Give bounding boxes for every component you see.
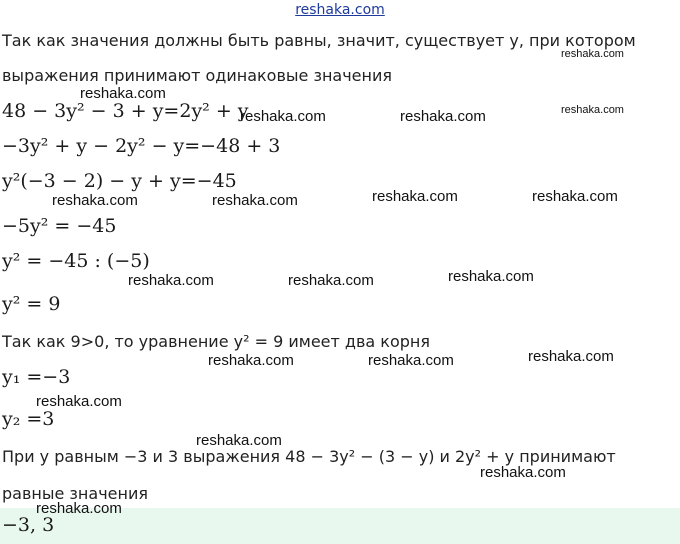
- watermark: reshaka.com: [212, 192, 298, 209]
- watermark: reshaka.com: [532, 188, 618, 205]
- site-watermark-top[interactable]: reshaka.com: [295, 2, 385, 18]
- watermark: reshaka.com: [52, 192, 138, 209]
- watermark: reshaka.com: [288, 272, 374, 289]
- watermark: reshaka.com: [528, 348, 614, 365]
- roots-explanation: Так как 9>0, то уравнение y² = 9 имеет два корня: [2, 332, 430, 351]
- root-2: y₂ =3: [2, 408, 55, 430]
- watermark: reshaka.com: [368, 352, 454, 369]
- intro-line-2: выражения принимают одинаковые значения: [2, 66, 392, 85]
- intro-line-1: Так как значения должны быть равны, значит, существует y, при котором: [2, 31, 636, 50]
- equation-5: y² = −45 : (−5): [2, 250, 150, 272]
- watermark: reshaka.com: [196, 432, 282, 449]
- conclusion-line-1: При y равным −3 и 3 выражения 48 − 3y² − (3 − y) и 2y² + y принимают: [2, 447, 616, 466]
- watermark: reshaka.com: [561, 48, 624, 60]
- watermark: reshaka.com: [372, 188, 458, 205]
- equation-2: −3y² + y − 2y² − y=−48 + 3: [2, 135, 281, 157]
- watermark: reshaka.com: [208, 352, 294, 369]
- watermark: reshaka.com: [240, 108, 326, 125]
- watermark: reshaka.com: [128, 272, 214, 289]
- conclusion-line-2: равные значения: [2, 484, 148, 503]
- watermark: reshaka.com: [448, 268, 534, 285]
- equation-6: y² = 9: [2, 293, 61, 315]
- equation-1: 48 − 3y² − 3 + y=2y² + y: [2, 100, 249, 122]
- watermark: reshaka.com: [561, 104, 624, 116]
- watermark: reshaka.com: [36, 393, 122, 410]
- watermark: reshaka.com: [36, 500, 122, 517]
- watermark: reshaka.com: [480, 464, 566, 481]
- watermark: reshaka.com: [80, 85, 166, 102]
- watermark: reshaka.com: [400, 108, 486, 125]
- equation-4: −5y² = −45: [2, 215, 117, 237]
- root-1: y₁ =−3: [2, 366, 71, 388]
- answer-value: −3, 3: [2, 514, 55, 536]
- equation-3: y²(−3 − 2) − y + y=−45: [2, 170, 237, 192]
